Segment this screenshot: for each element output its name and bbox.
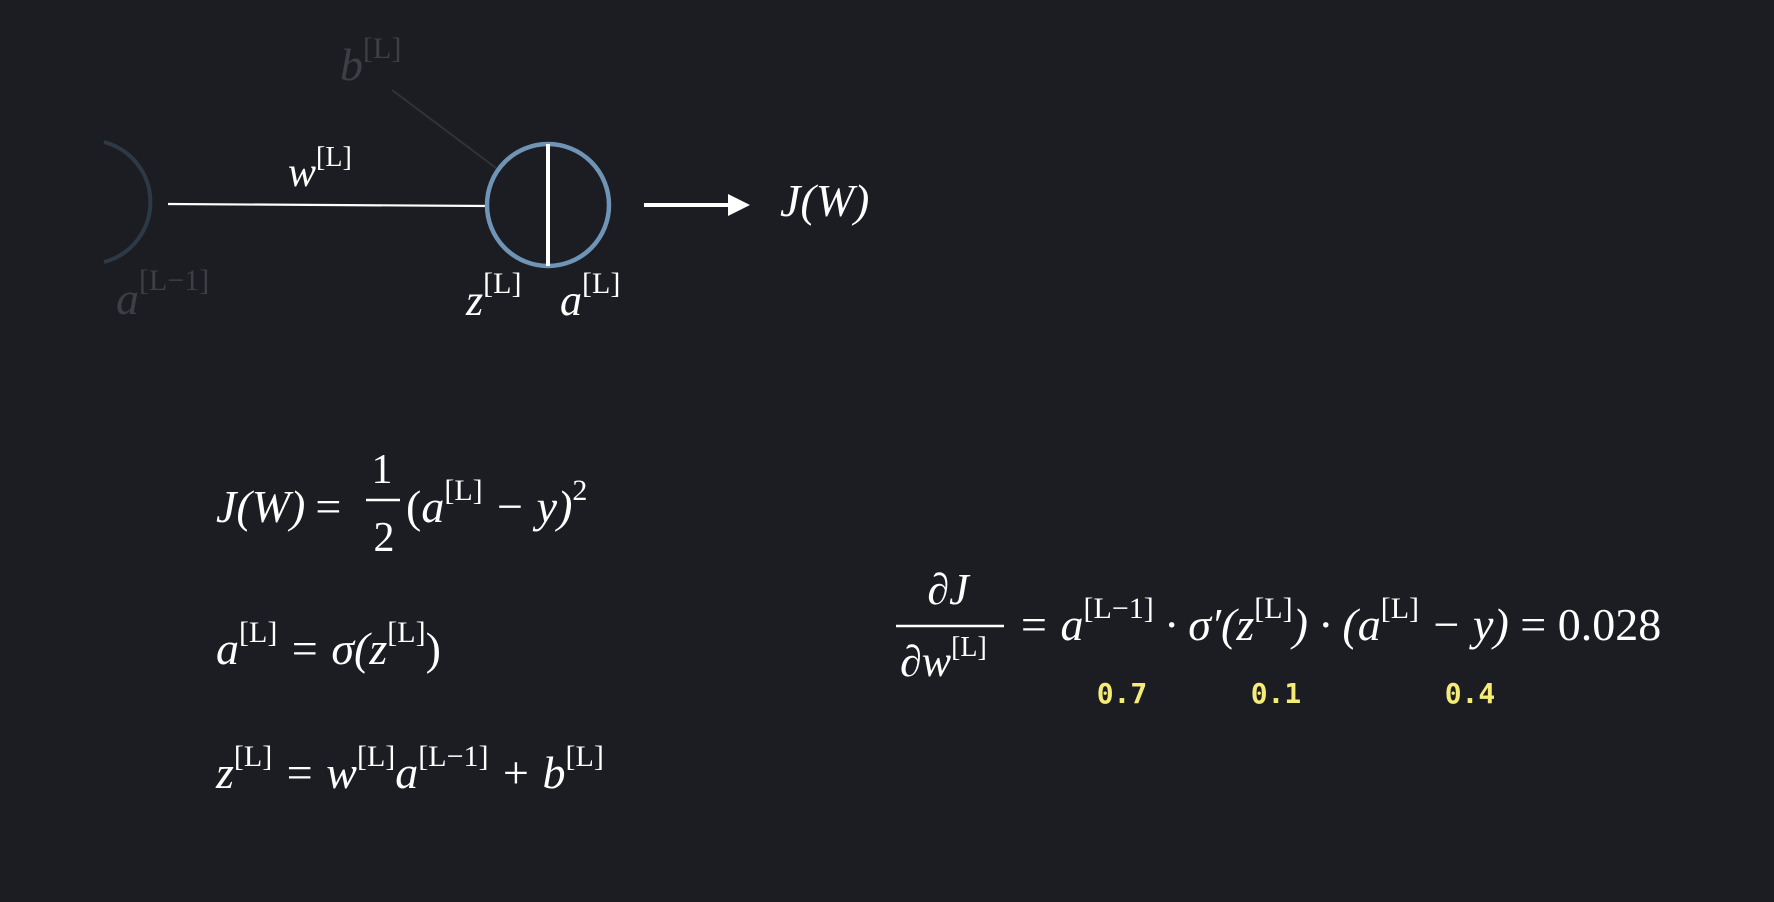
preactivation-label: z[L] — [466, 267, 522, 325]
gradient-equation — [896, 565, 1661, 686]
gradient-rhs: = a[L−1] · σ′(z[L]) · (a[L] − y) = 0.028 — [1018, 592, 1662, 650]
weight-label: w[L] — [288, 142, 352, 196]
bias-connection-line — [392, 90, 496, 168]
annotation-sigma-prime: 0.1 — [1250, 677, 1302, 710]
cost-lhs: J(W) = — [216, 481, 342, 532]
linear-equation: z[L] = w[L]a[L−1] + b[L] — [216, 740, 604, 798]
activation-equation: a[L] = σ(z[L]) — [216, 616, 441, 674]
cost-frac-num: 1 — [371, 447, 393, 493]
cost-equation — [216, 447, 587, 561]
weight-connection-line — [168, 204, 488, 206]
gradient-frac-num: ∂J — [927, 565, 969, 614]
gradient-frac-den: ∂w[L] — [900, 632, 987, 686]
annotation-prev-activation: 0.7 — [1096, 677, 1148, 710]
prev-neuron-half-icon — [104, 142, 150, 262]
output-arrow-icon — [728, 194, 750, 216]
prev-activation-label: a[L−1] — [116, 264, 210, 324]
activation-label: a[L] — [560, 267, 621, 325]
cost-rhs: $(a[L] - y)^2$ — [406, 474, 588, 532]
cost-frac-den: 2 — [373, 515, 395, 561]
annotation-error: 0.4 — [1444, 677, 1496, 710]
bias-label: b[L] — [340, 32, 402, 90]
cost-output-label: J(W) — [780, 175, 870, 226]
